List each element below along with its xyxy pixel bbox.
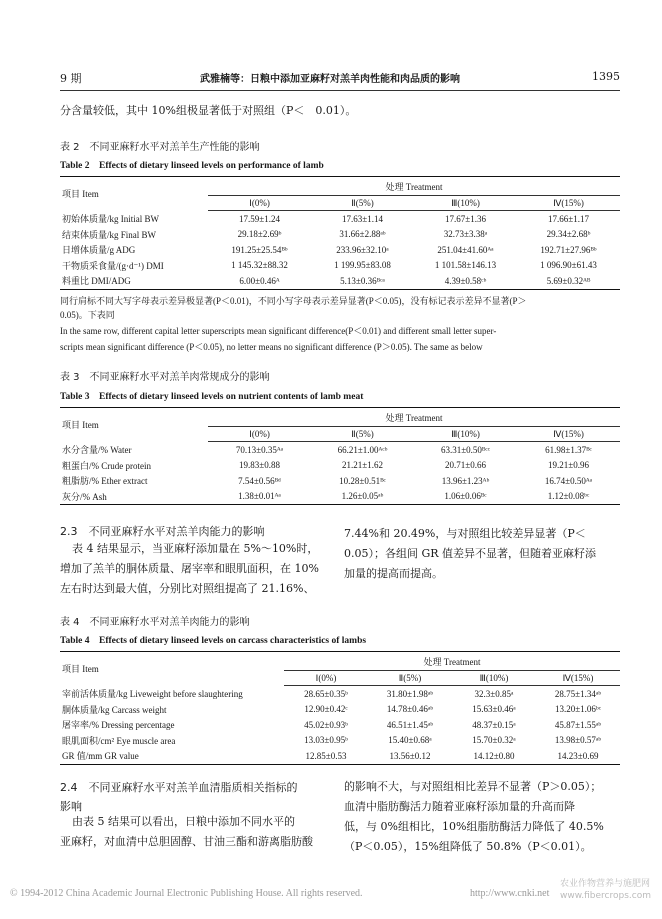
table-cell: 4.39±0.58ᶜᵇ xyxy=(444,275,487,286)
row-label: 水分含量/% Water xyxy=(62,445,132,455)
running-title: 武雅楠等：日粮中添加亚麻籽对羔羊肉性能和肉品质的影响 xyxy=(200,74,460,85)
table-cell: 15.40±0.68ᵃ xyxy=(388,735,432,746)
table-cell: 46.51±1.45ᵃᵇ xyxy=(386,719,434,730)
table-cell: 16.74±0.50ᴬᵃ xyxy=(544,475,593,486)
table2-note-cn-line1: 同行肩标不同大写字母表示差异极显著(P＜0.01)，不同小写字母表示差异显著(P＜0.05)，没有标记表示差异不显著(P＞ xyxy=(60,296,527,306)
table2-note-cn-line2: 0.05)。下表同 xyxy=(60,310,115,320)
section-2-3-left-line: 表 4 结果显示，当亚麻籽添加量在 5%～10%时， xyxy=(72,542,319,555)
table-cell: 19.21±0.96 xyxy=(548,460,589,471)
table-row xyxy=(60,686,620,702)
table-row xyxy=(60,242,620,258)
table-cell: 10.28±0.51ᴮᶜ xyxy=(339,475,386,486)
table2-item-header: 项目 Item xyxy=(62,189,99,200)
table-cell: 21.21±1.62 xyxy=(342,460,383,471)
table-cell: 12.90±0.42ᶜ xyxy=(304,704,348,715)
table4-group-header: Ⅳ(15%) xyxy=(536,671,620,686)
row-label: 粗脂肪/% Ether extract xyxy=(62,476,148,487)
section-2-4-right-line: 血清中脂肪酶活力随着亚麻籽添加量的升高而降 xyxy=(344,800,575,813)
table-row xyxy=(60,717,620,733)
table4-treatment-header: 处理 Treatment xyxy=(284,652,620,671)
row-label: 粗蛋白/% Crude protein xyxy=(62,460,151,471)
table3-treatment-header: 处理 Treatment xyxy=(208,408,620,427)
section-2-4-heading-line2: 影响 xyxy=(60,800,82,813)
table-cell: 63.31±0.50ᴮᶜᶜ xyxy=(440,444,491,455)
table-row xyxy=(60,258,620,274)
table-row xyxy=(60,748,620,764)
table-cell: 1 145.32±88.32 xyxy=(231,260,288,271)
watermark xyxy=(560,878,651,902)
table-row xyxy=(60,211,620,227)
table-cell: 48.37±0.15ᵃ xyxy=(472,719,516,730)
table-cell: 1.38±0.01ᴬᵃ xyxy=(238,491,281,502)
table-row xyxy=(60,458,620,474)
table3-group-header: Ⅰ(0%) xyxy=(208,427,311,442)
table-cell: 32.73±3.38ᵃ xyxy=(443,229,488,240)
table3-caption-cn: 表 3 不同亚麻籽水平对羔羊肉常规成分的影响 xyxy=(60,372,270,383)
table-cell: 13.98±0.57ᵃᵇ xyxy=(554,735,602,746)
section-2-3-right-line: 加量的提高而提高。 xyxy=(344,567,443,580)
table-cell: 28.65±0.35ᵇ xyxy=(304,688,348,699)
row-label: 料重比 DMI/ADG xyxy=(62,276,131,287)
table2-group-header: Ⅲ(10%) xyxy=(414,196,517,211)
row-label: 干物质采食量/(g·d⁻¹) DMI xyxy=(62,260,164,271)
table2-group-header: Ⅳ(15%) xyxy=(517,196,620,211)
section-2-4-left-line: 亚麻籽，对血清中总胆固醇、甘油三酯和游离脂肪酸 xyxy=(60,835,313,848)
table-cell: 17.63±1.14 xyxy=(342,213,383,224)
table-cell: 45.02±0.93ᵇ xyxy=(304,719,348,730)
row-label: 日增体质量/g ADG xyxy=(62,245,136,256)
table4-group-header: Ⅱ(5%) xyxy=(368,671,452,686)
table3 xyxy=(60,407,620,505)
table-cell: 31.66±2.88ᵃᵇ xyxy=(339,229,386,240)
table-cell: 61.98±1.37ᴮᶜ xyxy=(545,444,592,455)
table-cell: 19.83±0.88 xyxy=(239,460,280,471)
table2-caption-en: Table 2 Effects of dietary linseed levels on performance of lamb xyxy=(60,161,324,171)
section-2-3-right-line: 0.05）；各组间 GR 值差异不显著，但随着亚麻籽添 xyxy=(344,547,597,560)
table-cell: 15.63±0.46ᵃ xyxy=(472,704,516,715)
table-cell: 70.13±0.35ᴬᵃ xyxy=(235,444,284,455)
table4 xyxy=(60,651,620,765)
table-cell: 5.69±0.32ᴬᴮ xyxy=(546,275,591,286)
table-cell: 13.20±1.06ᵇᶜ xyxy=(554,704,602,715)
table4-item-header: 项目 Item xyxy=(62,664,99,675)
table-row xyxy=(60,702,620,718)
table-cell: 1.12±0.08ᵇᶜ xyxy=(547,491,590,502)
table-cell: 31.80±1.98ᵃᵇ xyxy=(386,688,434,699)
table-cell: 17.66±1.17 xyxy=(548,213,589,224)
row-label: 眼肌面积/cm² Eye muscle area xyxy=(62,735,176,746)
copyright-footer: © 1994-2012 China Academic Journal Electronic Publishing House. All rights reserved. xyxy=(10,888,363,899)
table-cell: 45.87±1.55ᵃᵇ xyxy=(554,719,602,730)
table-cell: 233.96±32.10ᵃ xyxy=(336,244,389,255)
table-cell: 32.3±0.85ᵃ xyxy=(474,688,514,699)
table3-item-header: 项目 Item xyxy=(62,420,99,431)
table-cell: 191.25±25.54ᴮᵇ xyxy=(231,244,288,255)
table-cell: 6.00±0.46ᴬ xyxy=(239,275,280,286)
table3-group-header: Ⅳ(15%) xyxy=(517,427,620,442)
table-cell: 1 199.95±83.08 xyxy=(334,260,391,271)
section-2-3-right-line: 7.44%和 20.49%，与对照组比较差异显著（P＜ xyxy=(344,527,586,540)
table2-note-en-line1: In the same row, different capital letter superscripts mean significant difference(P＜0.01) and different small letter super- xyxy=(60,326,497,336)
table4-group-header: Ⅲ(10%) xyxy=(452,671,536,686)
row-label: 屠宰率/% Dressing percentage xyxy=(62,720,175,731)
table-row xyxy=(60,473,620,489)
section-2-3-left-line: 左右时达到最大值，分别比对照组提高了 21.16%、 xyxy=(60,582,315,595)
section-2-3-heading: 2.3 不同亚麻籽水平对羔羊肉能力的影响 xyxy=(60,525,265,538)
table3-group-header: Ⅱ(5%) xyxy=(311,427,414,442)
table-cell: 14.78±0.46ᵃᵇ xyxy=(386,704,434,715)
row-label: 结束体质量/kg Final BW xyxy=(62,229,156,240)
table3-group-header: Ⅲ(10%) xyxy=(414,427,517,442)
table-cell: 13.56±0.12 xyxy=(389,750,431,761)
table2-caption-cn: 表 2 不同亚麻籽水平对羔羊生产性能的影响 xyxy=(60,142,260,153)
table-cell: 17.67±1.36 xyxy=(445,213,486,224)
section-2-4-right-line: 低，与 0%组相比，10%组脂肪酶活力降低了 40.5% xyxy=(344,820,604,833)
table-row xyxy=(60,442,620,458)
page-number: 1395 xyxy=(592,70,620,83)
row-label: GR 值/mm GR value xyxy=(62,751,139,762)
row-label: 胴体质量/kg Carcass weight xyxy=(62,704,167,715)
section-2-4-heading-line1: 2.4 不同亚麻籽水平对羔羊血清脂质相关指标的 xyxy=(60,781,298,794)
table-cell: 29.34±2.68ᵇ xyxy=(546,229,591,240)
row-label: 宰前活体质量/kg Liveweight before slaughtering xyxy=(62,689,243,699)
table-cell: 20.71±0.66 xyxy=(445,460,486,471)
table-cell: 1.06±0.06ᴮᶜ xyxy=(444,491,487,502)
section-2-4-right-line: （P＜0.05），15%组降低了 50.8%（P＜0.01）。 xyxy=(344,840,592,853)
table-row xyxy=(60,489,620,505)
table-cell: 1.26±0.05ᵃᵇ xyxy=(341,491,384,502)
table4-caption-cn: 表 4 不同亚麻籽水平对羔羊肉能力的影响 xyxy=(60,617,250,628)
table2-treatment-header: 处理 Treatment xyxy=(208,177,620,196)
table-row xyxy=(60,733,620,749)
table3-caption-en: Table 3 Effects of dietary linseed levels on nutrient contents of lamb meat xyxy=(60,392,364,402)
table2-note-en-line2: scripts mean significant difference (P＜0.05), no letter means no significant difference (P＞0.05). The same as below xyxy=(60,342,483,352)
section-2-3-left-line: 增加了羔羊的胴体质量、屠宰率和眼肌面积，在 10% xyxy=(60,562,319,575)
section-2-4-right-line: 的影响不大，与对照组相比差异不显著（P＞0.05）； xyxy=(344,780,602,793)
site-url: http://www.cnki.net xyxy=(470,888,550,899)
table-cell: 14.23±0.69 xyxy=(557,750,599,761)
table4-group-header: Ⅰ(0%) xyxy=(284,671,368,686)
watermark-line: 农业作物营养与施肥网 xyxy=(560,879,651,889)
table-cell: 29.18±2.69ᵇ xyxy=(237,229,282,240)
table-cell: 5.13±0.36ᴮᶜᵃ xyxy=(340,275,385,286)
table-cell: 1 101.58±146.13 xyxy=(434,260,497,271)
table-cell: 1 096.90±61.43 xyxy=(540,260,597,271)
header-rule xyxy=(60,90,620,91)
row-label: 初始体质量/kg Initial BW xyxy=(62,214,159,224)
table-row xyxy=(60,273,620,289)
table-cell: 251.04±41.60ᴬᵃ xyxy=(437,244,494,255)
table-cell: 12.85±0.53 xyxy=(305,750,347,761)
table2-group-header: Ⅱ(5%) xyxy=(311,196,414,211)
table2-group-header: Ⅰ(0%) xyxy=(208,196,311,211)
intro-paragraph: 分含量较低，其中 10%组极显著低于对照组（P＜ 0.01）。 xyxy=(60,104,357,117)
table-cell: 13.96±1.23ᴬᵇ xyxy=(441,475,490,486)
table-cell: 192.71±27.96ᴮᵇ xyxy=(540,244,597,255)
table-cell: 13.03±0.95ᵇ xyxy=(304,735,348,746)
running-header xyxy=(60,70,620,88)
table-cell: 14.12±0.80 xyxy=(473,750,515,761)
section-2-4-left-line: 由表 5 结果可以看出，日粮中添加不同水平的 xyxy=(72,815,295,828)
table-row xyxy=(60,227,620,243)
table-cell: 7.54±0.56ᴮᵈ xyxy=(238,475,281,486)
watermark-line: www.fibercrops.com xyxy=(560,891,651,901)
table4-caption-en: Table 4 Effects of dietary linseed levels on carcass characteristics of lambs xyxy=(60,636,367,646)
table-cell: 28.75±1.34ᵃᵇ xyxy=(554,688,602,699)
table-cell: 17.59±1.24 xyxy=(239,213,280,224)
table-cell: 15.70±0.32ᵃ xyxy=(472,735,516,746)
table-cell: 66.21±1.00ᴬᶜᵇ xyxy=(337,444,388,455)
issue-number: 9 期 xyxy=(60,72,82,85)
table2 xyxy=(60,176,620,290)
row-label: 灰分/% Ash xyxy=(62,491,107,502)
